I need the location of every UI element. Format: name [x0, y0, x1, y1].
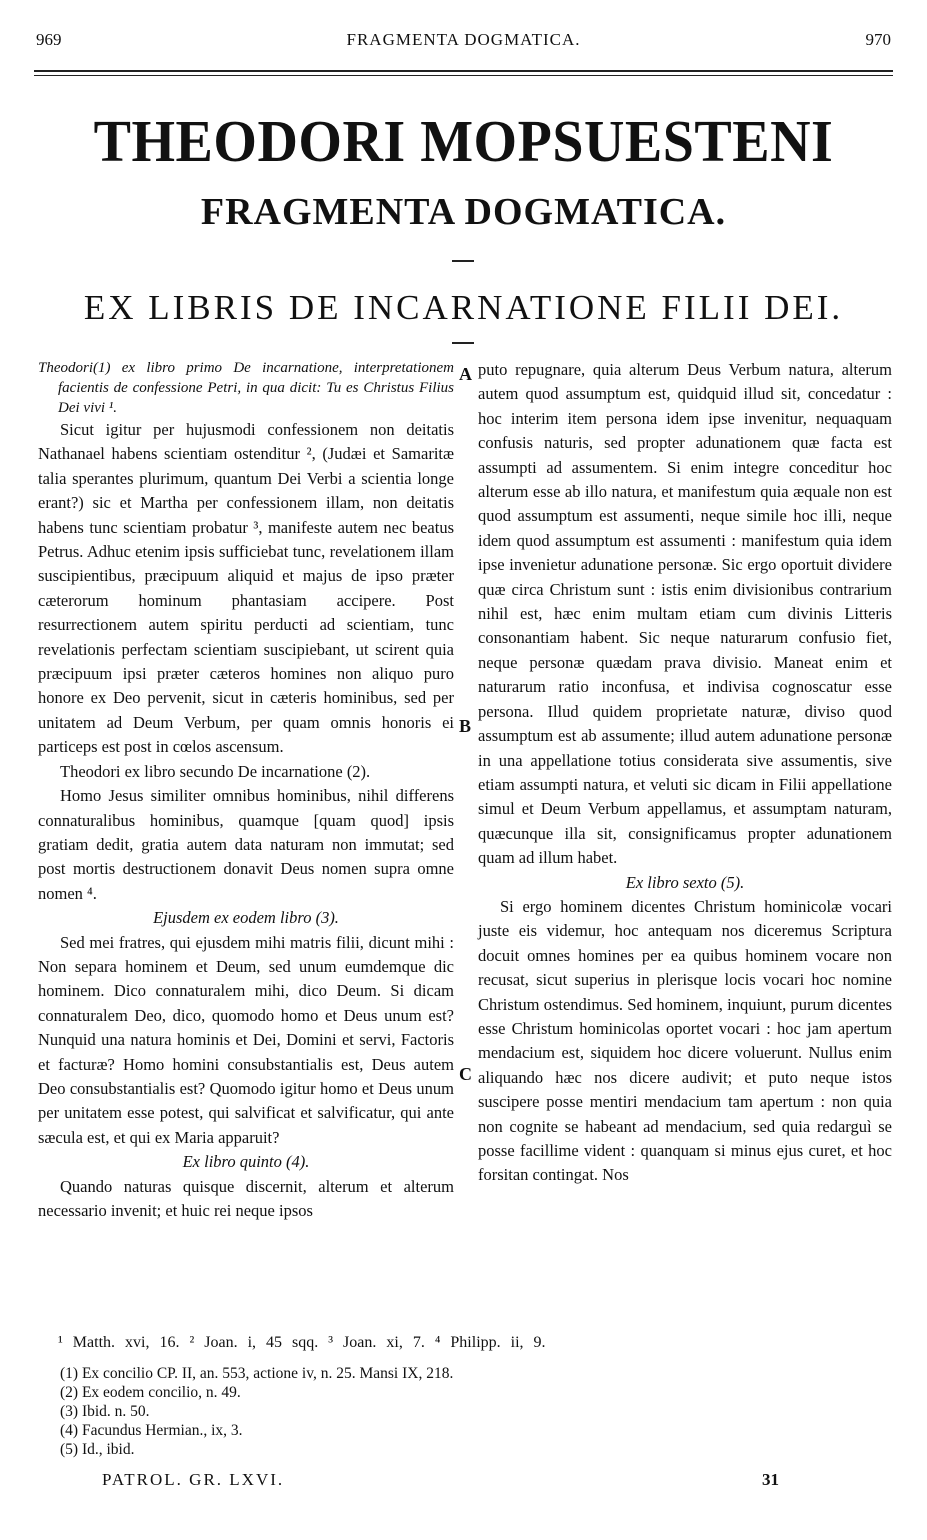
running-title: FRAGMENTA DOGMATICA.: [346, 30, 581, 49]
footnote-list: [60, 1364, 453, 1459]
margin-marker-a: A: [459, 364, 472, 384]
paragraph: Theodori ex libro secundo De incarnatione (2).: [60, 761, 371, 781]
footnote: (5) Id., ibid.: [60, 1441, 135, 1458]
left-column: [38, 358, 454, 1223]
right-column: [478, 358, 892, 1188]
paragraph: Ejusdem ex eodem libro (3).: [153, 908, 339, 928]
paragraph: Homo Jesus similiter omnibus hominibus, nihil differens connaturalibus hominibus, quamque [quam quod] ipsis gratiam dedit, gratia autem data naturam non immutat; sed post mortis destructionem donavit Deus nomen supra omne nomen ⁴.: [38, 786, 454, 903]
margin-marker-b: B: [459, 716, 472, 736]
paragraph: Sed mei fratres, qui ejusdem mihi matris filii, dicunt mihi : Non separa hominem et Deum, sed unum eumdemque dic hominem. Dico connaturalem mihi, dico Deum. Si dicam connaturalem Deo, dico, quomodo homo et Deus unum est? Nunquid una natura hominis et Dei, Domini et servi, Factoris et facturæ? Homo homini consubstantialis est, Deus autem Deo consubstantialis est? Quomodo igitur homo et Deus unum per unitatem esse potest, qui salvificat et salvificatur, qui ante sæcula est, et qui ex Maria apparuit?: [38, 932, 454, 1147]
header-rule-thin: [34, 75, 893, 76]
signature-number: 31: [762, 1470, 779, 1489]
page-number-left: 969: [36, 30, 62, 49]
scripture-references: ¹ Matth. xvi, 16. ² Joan. i, 45 sqq. ³ Joan. xi, 7. ⁴ Philipp. ii, 9.: [58, 1334, 546, 1351]
paragraph: Ex libro quinto (4).: [182, 1152, 310, 1172]
paragraph: Theodori(1) ex libro primo De incarnatione, interpretationem facientis de confessione Petri, in qua dicit: Tu es Christus Filius Dei vivi ¹.: [38, 360, 454, 416]
paragraph: Quando naturas quisque discernit, alterum et alterum necessario invenit; et huic rei neque ipsos: [38, 1176, 454, 1220]
footnote: (1) Ex concilio CP. II, an. 553, actione iv, n. 25. Mansi IX, 218.: [60, 1365, 454, 1382]
page-number-right: 970: [865, 30, 891, 49]
paragraph: Sicut igitur per hujusmodi confessionem non deitatis Nathanael habens scientiam ostenditur ², (Judæi et Samaritæ talia sperantes plurimum, quantum Dei Verbi a scientia longe erant?) sic et Martha per confessionem illam, non deitatis habens tunc scientiam probatur ³, manifeste autem nec beatus Petrus. Adhuc etenim ipsis sufficiebat tunc, revelationem illam suscipientibus, præcipuum aliquid et majus de ipso præter cæterorum hominum phantasiam accipere. Post resurrectionem autem spiritu perducti ad scientiam, tunc revelationis perfectam scientiam suscipiebant, ut scirent quia præcipuum ipsi præter cæteros homines non aliquo puro honore ex Deo pervenit, sicut in cæteris hominibus, sed per unitatem ad Deum Verbum, per quam omnis honoris ei particeps est post in cœlos ascensum.: [38, 420, 454, 757]
main-title: THEODORI MOPSUESTENI: [93, 109, 834, 175]
paragraph: puto repugnare, quia alterum Deus Verbum natura, alterum autem quod assumptum est, quidquid illud sit, concedatur : hoc interim item persona idem ipse invenitur, nequaquam confusis naturis, sed propter adunationem quæ facta est assumpti ad assumentem. Si enim integre conceditur hoc alterum esse ab illo natura, et manifestum quia æquale non est quod assumptum est assumenti, neque simile hoc illi, neque idem quod assumptum est assumenti : manifestum quia idem ipse invenietur adunatione personæ. Sic ergo oportuit dividere quæ circa Christum sunt : istis enim divisionibus contrarium nihil est, hæc enim multam etiam cum divinis Litteris consonantiam habent. Sic neque naturarum confusio fiet, neque personæ quædam prava divisio. Maneat enim et naturarum ratio inconfusa, et indivisa cognoscatur esse persona. Illud quidem proprietate naturæ, diviso quod assumptum est ab assumente; illud autem adunatione personæ in una appellatione totius considerata sive assumentis, sive etiam assumpti natura, et veluti sic dicam in Filii appellatione simul et Deum Verbum appellamus, et assumptam naturam, quæcunque illa sit, consignificamus propter adunationem quam ad illum habet.: [478, 360, 892, 868]
section-dash: [452, 342, 474, 344]
paragraph: Si ergo hominem dicentes Christum hominicolæ vocari juste eis videmur, hoc antequam nos diceremus Scriptura docuit omnes homines per ea quibus hominem vocare non recusat, sicut superius in plerisque locis vocari hoc nomine Christum ostendimus. Sed hominem, inquiunt, purum dicentes esse Christum hominicolas oportet vocari : hoc jam apertum mendacium est, siquidem hoc dicere voluerunt. Nullus enim aliquando hæc nos dicere audivit; et puto neque istos suscipere posse mentiri mendacium tam apertum : non quia non cognite se habeant ad mendacium, sed quia redarguì se posse facillime vident : quanquam si minus ejus curet, et hoc forsitan contingat. Nos: [478, 896, 892, 1185]
footnote: (4) Facundus Hermian., ix, 3.: [60, 1422, 243, 1439]
footnote: (2) Ex eodem concilio, n. 49.: [60, 1384, 241, 1401]
footnote: (3) Ibid. n. 50.: [60, 1403, 150, 1420]
volume-signature: PATROL. GR. LXVI.: [102, 1470, 285, 1489]
running-head: [36, 30, 891, 54]
header-rule: [34, 70, 893, 72]
title-dash: [452, 260, 474, 262]
margin-marker-c: C: [459, 1064, 472, 1084]
paragraph: Ex libro sexto (5).: [625, 872, 745, 892]
section-title: EX LIBRIS DE INCARNATIONE FILII DEI.: [83, 288, 844, 327]
subtitle: FRAGMENTA DOGMATICA.: [200, 191, 727, 233]
